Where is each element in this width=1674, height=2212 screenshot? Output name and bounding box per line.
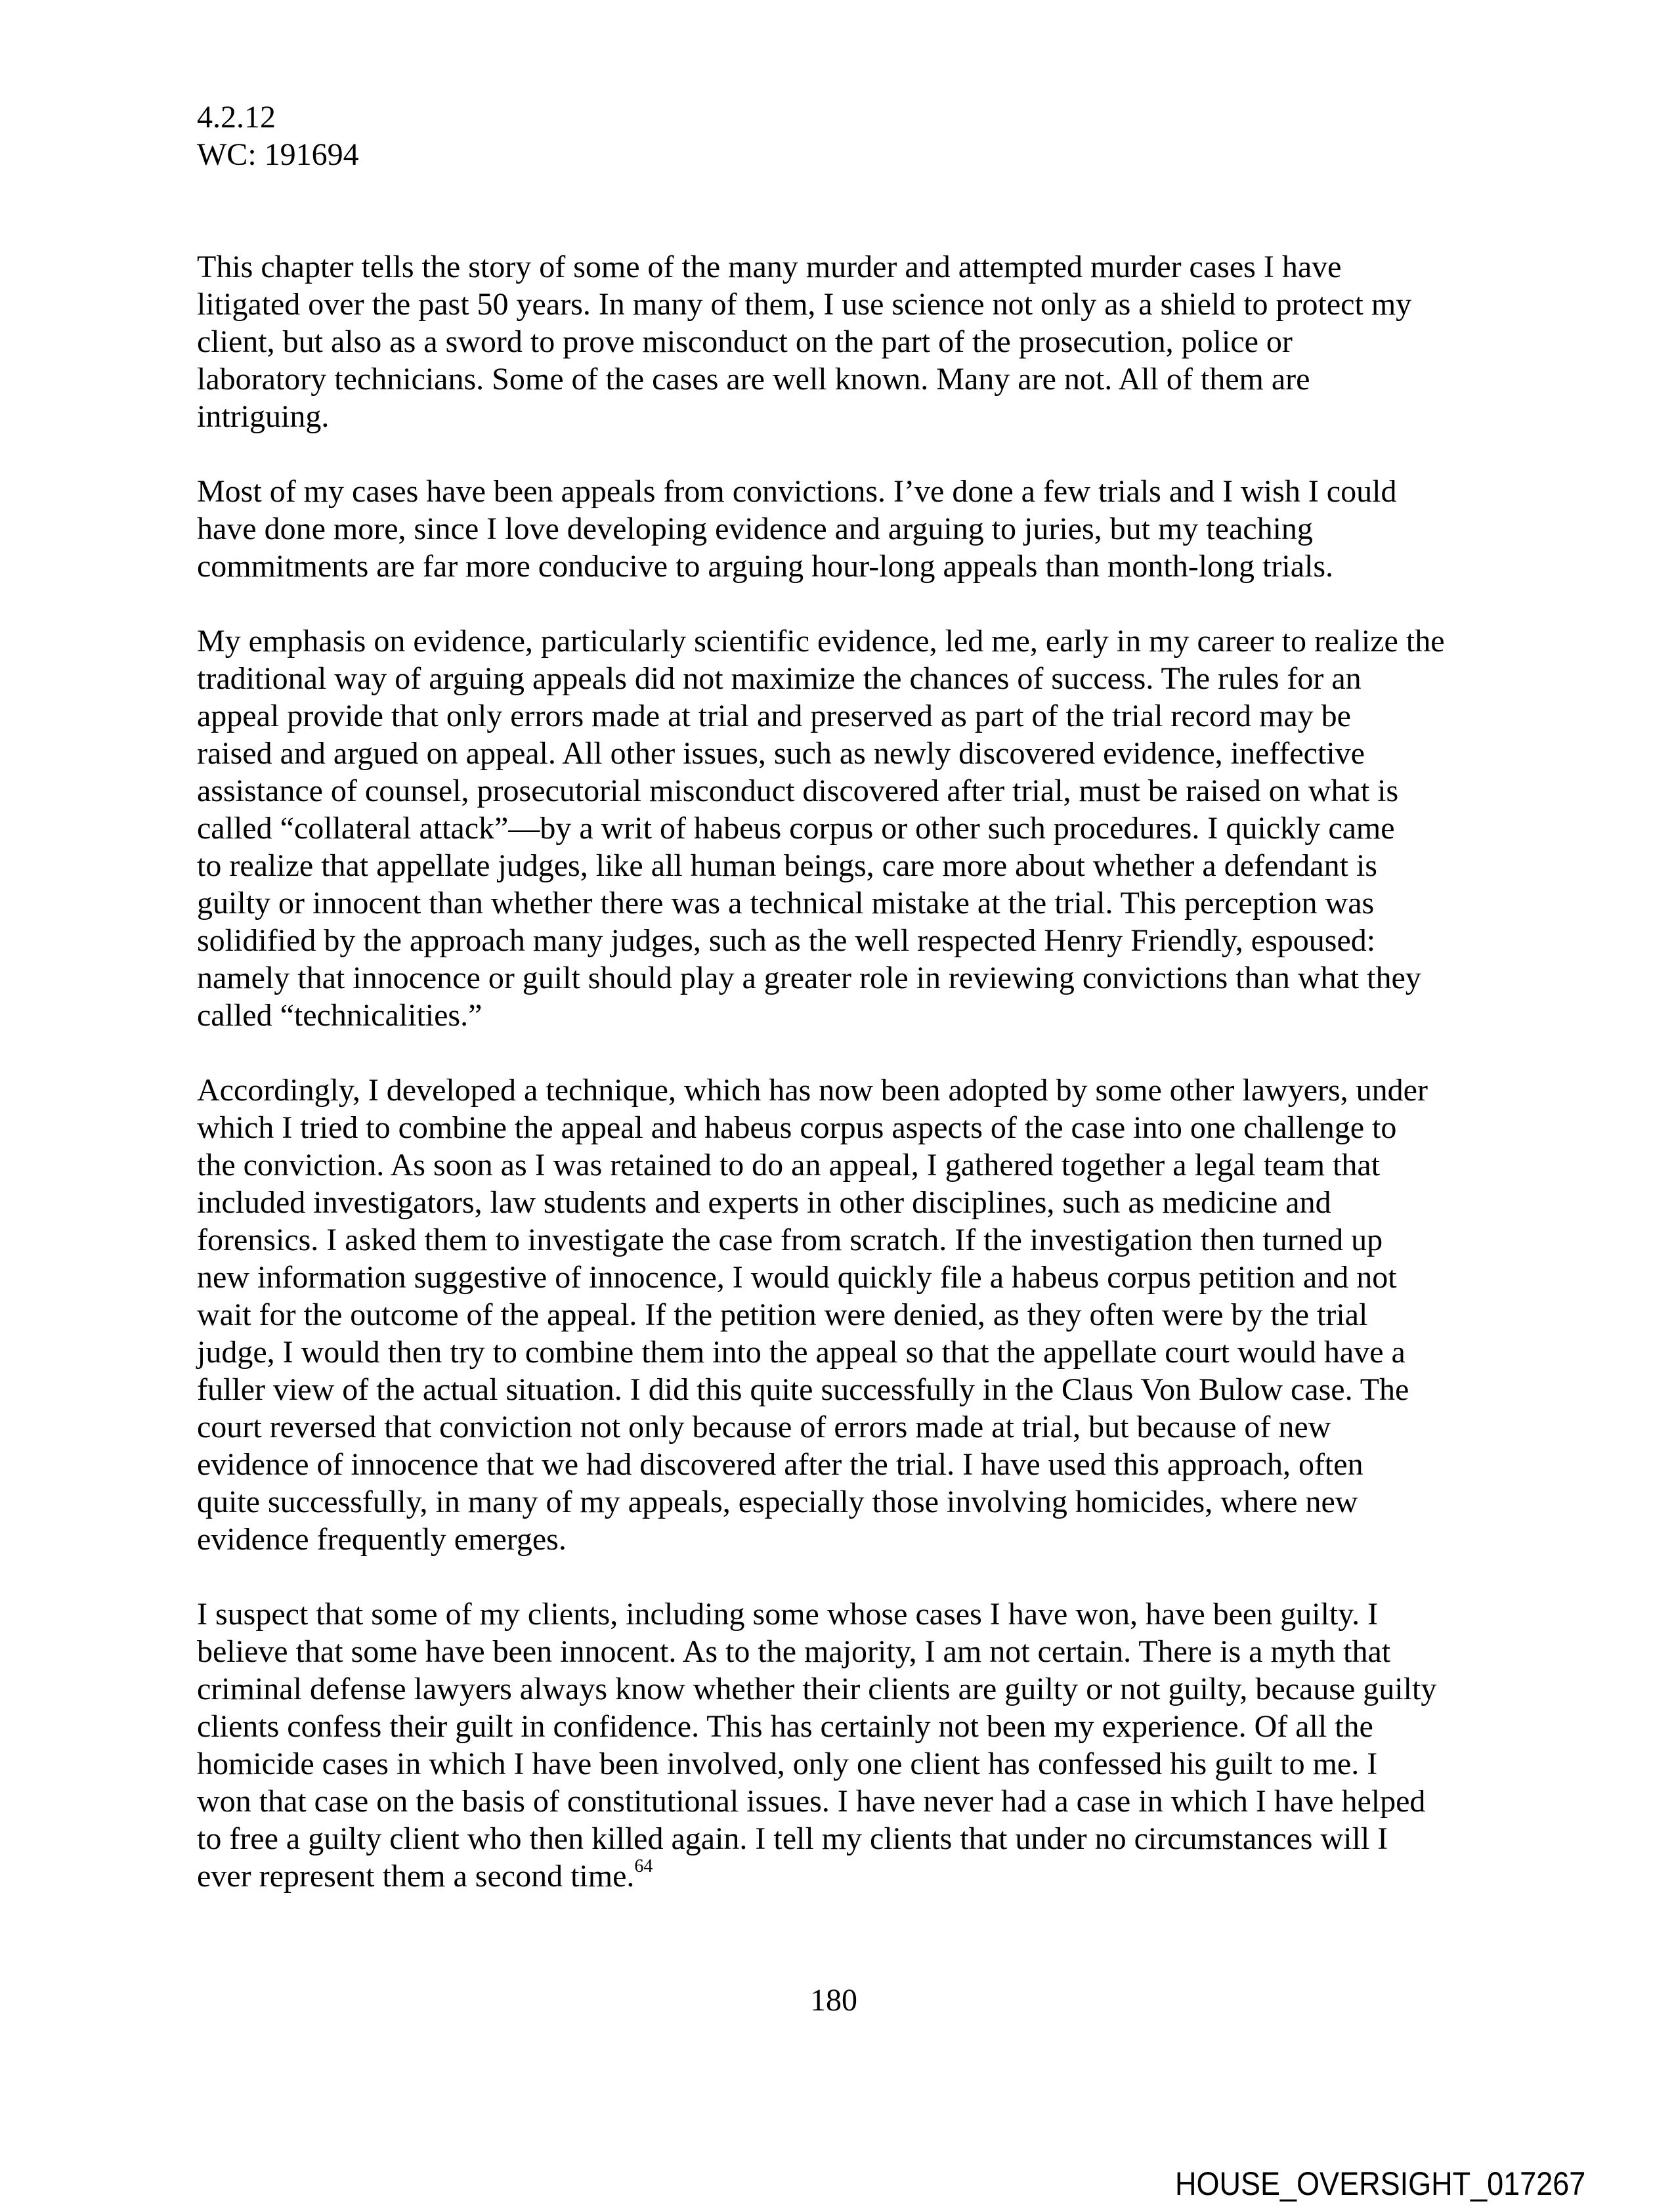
text-line: This chapter tells the story of some of the many murder and attempted murder cases I have — [197, 249, 1342, 284]
text-line: new information suggestive of innocence, I would quickly file a habeus corpus petition and not — [197, 1260, 1397, 1295]
text-line: judge, I would then try to combine them into the appeal so that the appellate court would have a — [197, 1335, 1406, 1370]
text-line: included investigators, law students and experts in other disciplines, such as medicine and — [197, 1185, 1331, 1220]
text-line: raised and argued on appeal. All other issues, such as newly discovered evidence, ineffective — [197, 736, 1365, 771]
text-line: which I tried to combine the appeal and habeus corpus aspects of the case into one challenge to — [197, 1110, 1397, 1145]
text-line: Most of my cases have been appeals from convictions. I’ve done a few trials and I wish I could — [197, 474, 1397, 509]
text-line: I suspect that some of my clients, including some whose cases I have won, have been guilty. I — [197, 1597, 1379, 1632]
text-line: Accordingly, I developed a technique, which has now been adopted by some other lawyers, under — [197, 1073, 1428, 1108]
text-line: solidified by the approach many judges, such as the well respected Henry Friendly, espoused: — [197, 923, 1376, 958]
document-body — [197, 248, 1445, 1932]
text-line: to free a guilty client who then killed again. I tell my clients that under no circumstances will I — [197, 1821, 1388, 1856]
text-line: wait for the outcome of the appeal. If the petition were denied, as they often were by the trial — [197, 1297, 1368, 1332]
paragraph-1 — [197, 248, 1445, 435]
text-line: traditional way of arguing appeals did not maximize the chances of success. The rules for an — [197, 661, 1362, 696]
text-line: the conviction. As soon as I was retained to do an appeal, I gathered together a legal team that — [197, 1148, 1381, 1182]
text-line: called “technicalities.” — [197, 998, 483, 1033]
text-line: have done more, since I love developing evidence and arguing to juries, but my teaching — [197, 511, 1313, 546]
text-line: court reversed that conviction not only because of errors made at trial, but because of new — [197, 1410, 1331, 1444]
header-date: 4.2.12 — [197, 100, 276, 135]
text-line: forensics. I asked them to investigate the case from scratch. If the investigation then turned up — [197, 1223, 1383, 1257]
text-line: quite successfully, in many of my appeals, especially those involving homicides, where new — [197, 1485, 1358, 1519]
text-line: evidence frequently emerges. — [197, 1522, 567, 1557]
footnote-reference[interactable]: 64 — [634, 1856, 653, 1876]
text-line: litigated over the past 50 years. In many of them, I use science not only as a shield to protect my — [197, 287, 1412, 322]
page-number: 180 — [810, 1983, 857, 2018]
page-number-container — [0, 1982, 1674, 2019]
text-line: assistance of counsel, prosecutorial misconduct discovered after trial, must be raised on what is — [197, 773, 1399, 808]
text-line: called “collateral attack”—by a writ of habeus corpus or other such procedures. I quickly came — [197, 811, 1395, 846]
text-line: appeal provide that only errors made at trial and preserved as part of the trial record may be — [197, 699, 1351, 733]
paragraph-5 — [197, 1595, 1445, 1895]
header-word-count: WC: 191694 — [197, 137, 359, 172]
text-line: evidence of innocence that we had discovered after the trial. I have used this approach, often — [197, 1447, 1363, 1482]
text-line: namely that innocence or guilt should play a greater role in reviewing convictions than what they — [197, 961, 1421, 995]
text-line: won that case on the basis of constitutional issues. I have never had a case in which I have helped — [197, 1784, 1426, 1819]
text-line: to realize that appellate judges, like all human beings, care more about whether a defendant is — [197, 848, 1377, 883]
text-line: fuller view of the actual situation. I did this quite successfully in the Claus Von Bulow case. The — [197, 1372, 1409, 1407]
text-line: clients confess their guilt in confidence. This has certainly not been my experience. Of all the — [197, 1709, 1373, 1744]
text-line: My emphasis on evidence, particularly scientific evidence, led me, early in my career to realize the — [197, 624, 1445, 659]
text-line-with-footnote — [197, 1857, 1445, 1895]
text-line: homicide cases in which I have been involved, only one client has confessed his guilt to me. I — [197, 1746, 1378, 1781]
text-line: client, but also as a sword to prove misconduct on the part of the prosecution, police or — [197, 324, 1293, 359]
text-line: guilty or innocent than whether there was a technical mistake at the trial. This perception was — [197, 886, 1375, 921]
text-line: intriguing. — [197, 399, 330, 434]
text-line: laboratory technicians. Some of the cases are well known. Many are not. All of them are — [197, 362, 1310, 397]
paragraph-4 — [197, 1072, 1445, 1558]
text-line: criminal defense lawyers always know whether their clients are guilty or not guilty, because guilty — [197, 1672, 1437, 1706]
paragraph-2 — [197, 473, 1445, 585]
text-line: ever represent them a second time. — [197, 1859, 635, 1894]
text-line: commitments are far more conducive to arguing hour-long appeals than month-long trials. — [197, 549, 1334, 584]
paragraph-3 — [197, 622, 1445, 1034]
bates-stamp: HOUSE_OVERSIGHT_017267 — [1175, 2165, 1586, 2202]
document-header — [197, 98, 359, 173]
text-line: believe that some have been innocent. As to the majority, I am not certain. There is a myth that — [197, 1634, 1391, 1669]
